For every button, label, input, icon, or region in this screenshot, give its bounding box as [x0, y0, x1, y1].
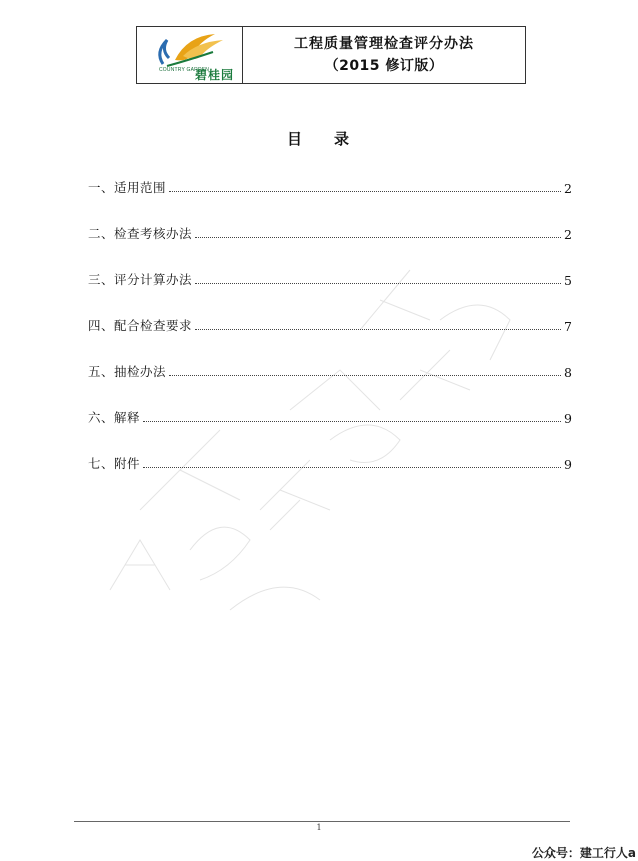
toc-item-page: 5	[564, 273, 572, 288]
toc-item-page: 7	[564, 319, 572, 334]
toc-item[interactable]	[88, 288, 572, 334]
footer-page-number: 1	[316, 823, 322, 832]
logo-chinese-text: 碧桂园	[195, 68, 235, 82]
toc-leader-dots	[169, 190, 561, 192]
title-version: （2015 修订版）	[324, 58, 444, 74]
title-main: 工程质量管理检查评分办法	[294, 36, 474, 52]
toc-leader-dots	[195, 282, 561, 284]
document-title	[243, 27, 525, 83]
logo	[137, 27, 243, 83]
toc-item-page: 9	[564, 411, 572, 426]
toc-item[interactable]	[88, 334, 572, 380]
toc-item-label: 一、适用范围	[88, 180, 167, 195]
toc-leader-dots	[195, 236, 561, 238]
toc-leader-dots	[143, 466, 561, 468]
toc-item-label: 二、检查考核办法	[88, 226, 193, 241]
toc-item-label: 三、评分计算办法	[88, 272, 193, 287]
toc-item[interactable]	[88, 242, 572, 288]
header-box	[136, 26, 526, 84]
toc-item[interactable]	[88, 174, 572, 196]
wechat-credit: 公众号：建工行人a	[531, 846, 636, 860]
toc-heading-char1: 目	[286, 130, 304, 148]
logo-english-text: COUNTRY GARDEN	[159, 67, 210, 73]
toc-item-label: 七、附件	[88, 456, 141, 471]
toc-item-label: 四、配合检查要求	[88, 318, 193, 333]
toc-leader-dots	[143, 420, 561, 422]
toc-heading-char2: 录	[334, 130, 352, 148]
toc-item[interactable]	[88, 426, 572, 472]
toc-leader-dots	[169, 374, 561, 376]
toc-item-page: 2	[564, 227, 572, 242]
toc-item-label: 六、解释	[88, 410, 141, 425]
toc-item-page: 2	[564, 181, 572, 196]
toc-item-page: 9	[564, 457, 572, 472]
toc-heading	[0, 128, 638, 149]
footer-divider	[74, 821, 570, 822]
toc-list	[88, 174, 572, 472]
toc-item[interactable]	[88, 380, 572, 426]
country-garden-logo-icon	[153, 30, 231, 70]
toc-item[interactable]	[88, 196, 572, 242]
toc-item-page: 8	[564, 365, 572, 380]
toc-item-label: 五、抽检办法	[88, 364, 167, 379]
toc-leader-dots	[195, 328, 561, 330]
